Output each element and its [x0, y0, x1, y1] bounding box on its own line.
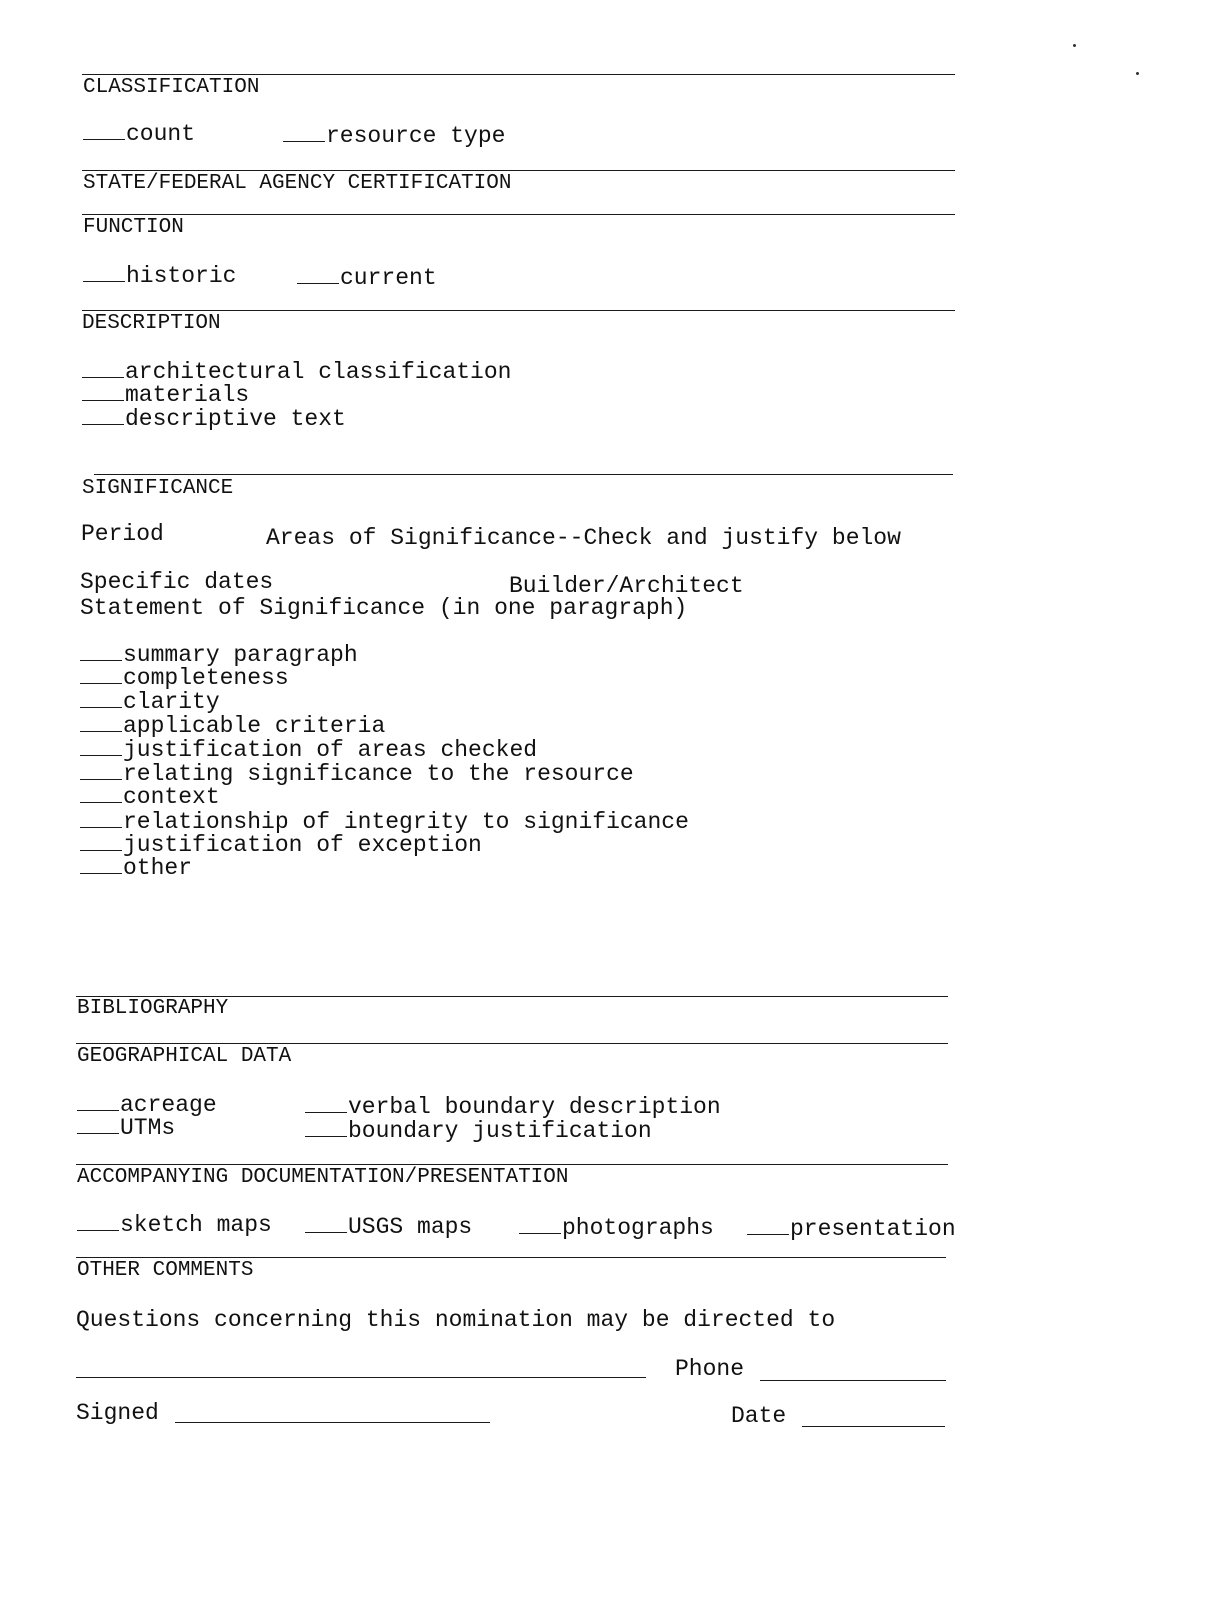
heading-state-federal: STATE/FEDERAL AGENCY CERTIFICATION — [83, 172, 512, 195]
check-blank[interactable] — [82, 383, 124, 401]
heading-function: FUNCTION — [83, 216, 184, 239]
checkbox-item-other[interactable]: other — [80, 856, 192, 880]
check-blank[interactable] — [305, 1215, 347, 1233]
check-blank[interactable] — [305, 1095, 347, 1113]
checkbox-item-relating-significance[interactable]: relating significance to the resource — [80, 762, 634, 786]
signature-field[interactable] — [175, 1422, 490, 1423]
check-blank[interactable] — [80, 810, 122, 828]
checkbox-item-completeness[interactable]: completeness — [80, 666, 289, 690]
section-divider — [82, 214, 955, 215]
heading-significance: SIGNIFICANCE — [82, 477, 234, 500]
check-blank[interactable] — [80, 666, 122, 684]
label-builder-architect: Builder/Architect — [509, 573, 744, 599]
checkbox-item-context[interactable]: context — [80, 785, 220, 809]
checkbox-item-presentation[interactable]: presentation — [747, 1217, 956, 1241]
scan-speck — [1136, 72, 1139, 75]
checkbox-item-descriptive-text[interactable]: descriptive text — [82, 407, 346, 431]
checkbox-item-photographs[interactable]: photographs — [519, 1216, 714, 1240]
check-blank[interactable] — [305, 1119, 347, 1137]
checkbox-item-current[interactable]: current — [297, 266, 437, 290]
check-blank[interactable] — [519, 1216, 561, 1234]
check-blank[interactable] — [80, 714, 122, 732]
checkbox-item-boundary-justification[interactable]: boundary justification — [305, 1119, 652, 1143]
checkbox-item-utms[interactable]: UTMs — [77, 1116, 175, 1140]
check-blank[interactable] — [83, 264, 125, 282]
section-divider — [76, 1043, 948, 1044]
heading-accompanying-documentation: ACCOMPANYING DOCUMENTATION/PRESENTATION — [77, 1166, 569, 1189]
label-period: Period — [81, 521, 164, 547]
checkbox-item-acreage[interactable]: acreage — [77, 1093, 217, 1117]
checkbox-item-applicable-criteria[interactable]: applicable criteria — [80, 714, 385, 738]
check-blank[interactable] — [77, 1116, 119, 1134]
check-blank[interactable] — [80, 785, 122, 803]
questions-text: Questions concerning this nomination may be directed to — [76, 1307, 836, 1333]
section-divider — [76, 1164, 948, 1165]
check-blank[interactable] — [83, 122, 125, 140]
check-blank[interactable] — [80, 738, 122, 756]
checkbox-item-usgs-maps[interactable]: USGS maps — [305, 1215, 472, 1239]
label-date: Date — [731, 1403, 787, 1429]
label-signed: Signed — [76, 1400, 159, 1426]
check-blank[interactable] — [80, 833, 122, 851]
check-blank[interactable] — [77, 1093, 119, 1111]
heading-geographical-data: GEOGRAPHICAL DATA — [77, 1045, 292, 1068]
check-blank[interactable] — [80, 643, 122, 661]
check-blank[interactable] — [297, 266, 339, 284]
label-specific-dates: Specific dates — [80, 569, 274, 595]
check-blank[interactable] — [80, 690, 122, 708]
check-blank[interactable] — [82, 407, 124, 425]
checkbox-item-count[interactable]: count — [83, 122, 195, 146]
phone-field[interactable] — [760, 1380, 946, 1381]
check-blank[interactable] — [77, 1213, 119, 1231]
section-divider — [94, 474, 953, 475]
date-field[interactable] — [802, 1426, 945, 1427]
section-divider — [82, 310, 955, 311]
check-blank[interactable] — [747, 1217, 789, 1235]
section-divider — [82, 170, 955, 171]
section-divider — [82, 74, 955, 75]
check-blank[interactable] — [82, 360, 124, 378]
checkbox-item-sketch-maps[interactable]: sketch maps — [77, 1213, 272, 1237]
checkbox-item-architectural-classification[interactable]: architectural classification — [82, 360, 511, 384]
checkbox-item-clarity[interactable]: clarity — [80, 690, 220, 714]
checkbox-item-materials[interactable]: materials — [82, 383, 249, 407]
label-statement-of-significance: Statement of Significance (in one paragraph) — [80, 595, 688, 621]
check-blank[interactable] — [283, 124, 325, 142]
checkbox-item-verbal-boundary[interactable]: verbal boundary description — [305, 1095, 721, 1119]
label-areas-of-significance: Areas of Significance--Check and justify below — [266, 525, 901, 551]
checkbox-item-resource-type[interactable]: resource type — [283, 124, 505, 148]
check-blank[interactable] — [80, 762, 122, 780]
heading-description: DESCRIPTION — [82, 312, 221, 335]
checkbox-item-historic[interactable]: historic — [83, 264, 236, 288]
heading-other-comments: OTHER COMMENTS — [77, 1259, 254, 1282]
checkbox-item-justification-of-areas[interactable]: justification of areas checked — [80, 738, 537, 762]
section-divider — [76, 1257, 946, 1258]
checkbox-item-justification-of-exception[interactable]: justification of exception — [80, 833, 482, 857]
label-phone: Phone — [675, 1356, 745, 1382]
heading-bibliography: BIBLIOGRAPHY — [77, 997, 229, 1020]
checkbox-item-summary-paragraph[interactable]: summary paragraph — [80, 643, 358, 667]
scan-speck — [1073, 44, 1076, 47]
checkbox-item-relationship-of-integrity[interactable]: relationship of integrity to significance — [80, 810, 689, 834]
heading-classification: CLASSIFICATION — [83, 76, 260, 99]
contact-name-field[interactable] — [76, 1377, 646, 1378]
check-blank[interactable] — [80, 856, 122, 874]
